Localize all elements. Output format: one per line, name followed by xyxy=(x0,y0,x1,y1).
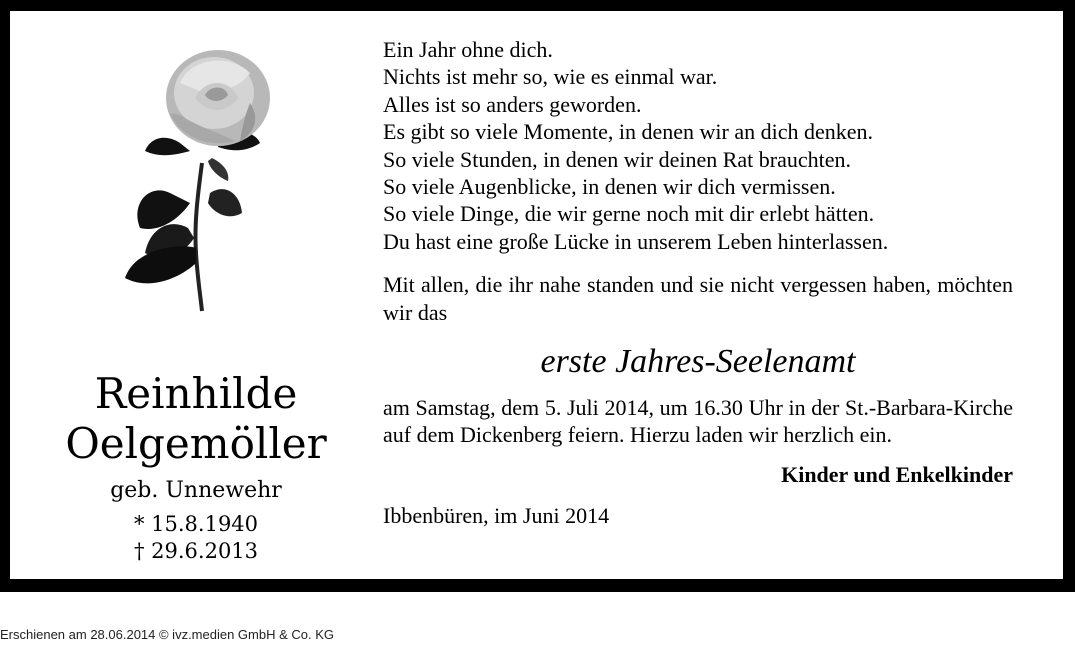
poem xyxy=(383,36,1013,255)
deceased-info xyxy=(56,369,336,565)
first-name: Reinhilde xyxy=(94,369,298,418)
poem-line: So viele Dinge, die wir gerne noch mit dir erlebt hätten. xyxy=(383,201,875,227)
publication-footer: Erschienen am 28.06.2014 © ivz.medien GmbH & Co. KG xyxy=(0,627,335,642)
maiden-name: geb. Unnewehr xyxy=(110,478,282,503)
service-title: erste Jahres-Seelenamt xyxy=(540,343,856,381)
death-date: † 29.6.2013 xyxy=(133,539,259,563)
poem-line: Alles ist so anders geworden. xyxy=(383,91,642,117)
poem-line: So viele Augenblicke, in denen wir dich vermissen. xyxy=(383,174,836,200)
poem-line: So viele Stunden, in denen wir deinen Rat brauchten. xyxy=(383,146,851,172)
birth-date: * 15.8.1940 xyxy=(133,512,259,536)
invitation-text: Mit allen, die ihr nahe standen und sie nicht vergessen haben, möchten wir das xyxy=(383,272,1013,325)
obituary-card xyxy=(10,11,1063,579)
obituary-text xyxy=(383,36,1013,530)
poem-line: Ein Jahr ohne dich. xyxy=(383,37,553,62)
poem-line: Es gibt so viele Momente, in denen wir an dich denken. xyxy=(383,119,873,145)
service-details: am Samstag, dem 5. Juli 2014, um 16.30 Uhr in der St.-Barbara-Kirche auf dem Dickenberg feiern. Hierzu laden wir herzlich ein. xyxy=(383,395,1013,448)
rose-icon xyxy=(110,43,300,313)
poem-line: Nichts ist mehr so, wie es einmal war. xyxy=(383,64,718,90)
poem-line: Du hast eine große Lücke in unserem Leben hinterlassen. xyxy=(383,228,889,254)
signature: Kinder und Enkelkinder xyxy=(781,461,1013,487)
place-date: Ibbenbüren, im Juni 2014 xyxy=(383,503,610,529)
last-name: Oelgemöller xyxy=(65,419,327,468)
